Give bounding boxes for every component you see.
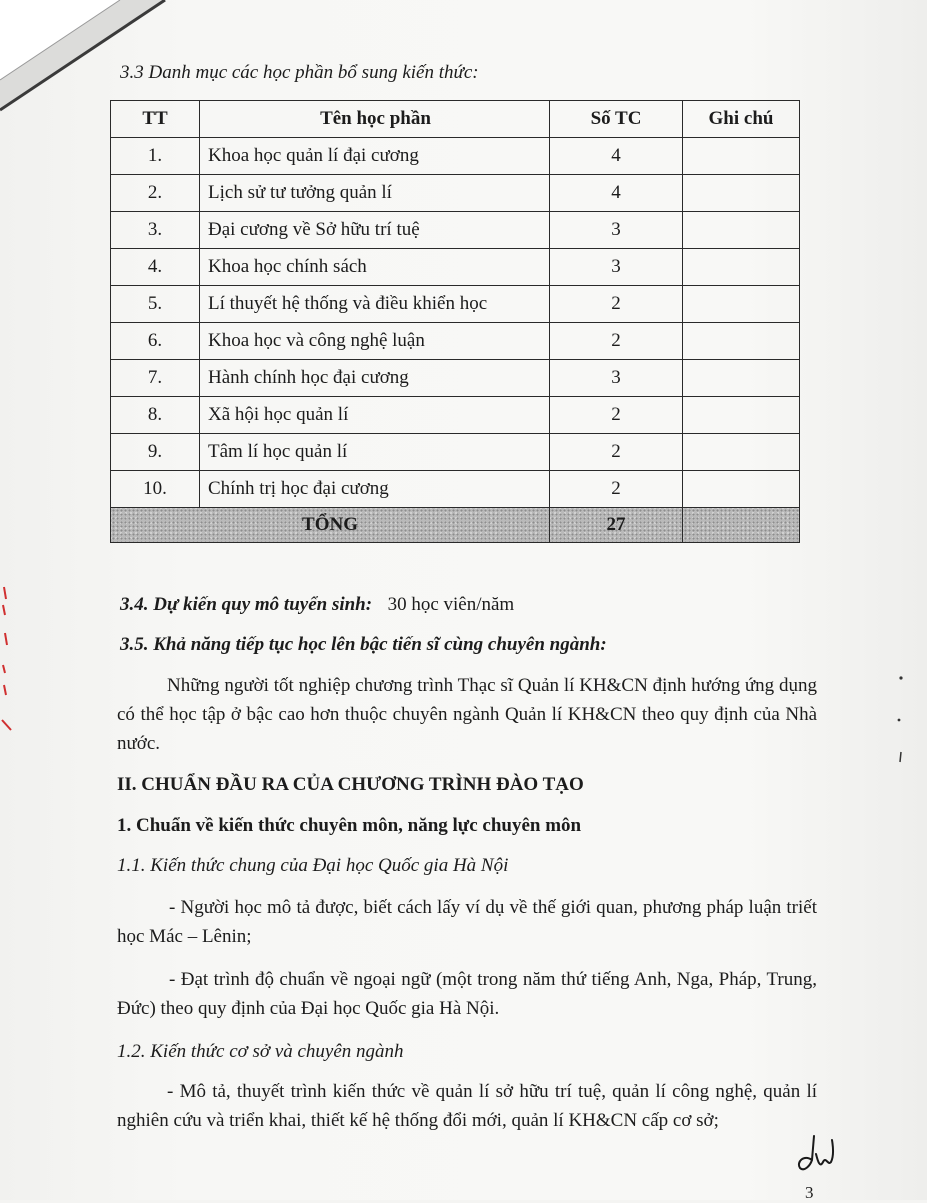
header-tt: TT [111, 101, 200, 138]
row-credits: 4 [550, 175, 683, 212]
section-3-4-value: 30 học viên/năm [387, 594, 515, 615]
row-note [683, 360, 800, 397]
scan-dots [895, 670, 907, 770]
row-tt: 6. [111, 323, 200, 360]
section-1-1-bullet-1: - Người học mô tả được, biết cách lấy ví dụ về thế giới quan, phương pháp luận triết học Mác – Lênin; [117, 897, 817, 947]
table-row [111, 434, 800, 471]
row-course-name: Khoa học chính sách [200, 249, 550, 286]
row-course-name: Khoa học và công nghệ luận [200, 323, 550, 360]
row-tt: 2. [111, 175, 200, 212]
handwritten-initials-signature [790, 1132, 840, 1174]
row-credits: 2 [550, 397, 683, 434]
row-note [683, 434, 800, 471]
row-tt: 8. [111, 397, 200, 434]
section-1-1-bullet-2: - Đạt trình độ chuẩn về ngoại ngữ (một trong năm thứ tiếng Anh, Nga, Pháp, Trung, Đức) theo quy định của Đại học Quốc gia Hà Nội. [117, 969, 817, 1019]
row-course-name: Hành chính học đại cương [200, 360, 550, 397]
section-II-title: II. CHUẨN ĐẦU RA CỦA CHƯƠNG TRÌNH ĐÀO TẠO [117, 774, 584, 795]
row-course-name: Tâm lí học quản lí [200, 434, 550, 471]
table-row [111, 175, 800, 212]
row-note [683, 212, 800, 249]
section-1-2-title: 1.2. Kiến thức cơ sở và chuyên ngành [117, 1041, 404, 1062]
table-row [111, 323, 800, 360]
total-note [683, 508, 800, 543]
row-note [683, 138, 800, 175]
row-tt: 10. [111, 471, 200, 508]
table-row [111, 249, 800, 286]
row-credits: 2 [550, 471, 683, 508]
section-3-5-title: 3.5. Khả năng tiếp tục học lên bậc tiến sĩ cùng chuyên ngành: [120, 634, 607, 655]
total-label: TỔNG [111, 508, 550, 543]
page-number: 3 [805, 1183, 814, 1202]
course-table [110, 100, 800, 543]
header-credits: Số TC [550, 101, 683, 138]
row-course-name: Khoa học quản lí đại cương [200, 138, 550, 175]
table-row [111, 360, 800, 397]
section-1-1-title: 1.1. Kiến thức chung của Đại học Quốc gia Hà Nội [117, 855, 509, 876]
row-tt: 4. [111, 249, 200, 286]
row-credits: 3 [550, 360, 683, 397]
row-credits: 2 [550, 323, 683, 360]
row-note [683, 286, 800, 323]
row-note [683, 397, 800, 434]
header-note: Ghi chú [683, 101, 800, 138]
row-note [683, 249, 800, 286]
row-course-name: Lí thuyết hệ thống và điều khiển học [200, 286, 550, 323]
row-tt: 5. [111, 286, 200, 323]
section-1-2-bullet-1: - Mô tả, thuyết trình kiến thức về quản lí sở hữu trí tuệ, quản lí công nghệ, quản lí nghiên cứu và triển khai, thiết kế hệ thống đổi mới, quản lí KH&CN cấp cơ sở; [117, 1081, 817, 1131]
row-tt: 7. [111, 360, 200, 397]
section-3-4 [120, 594, 514, 616]
row-course-name: Chính trị học đại cương [200, 471, 550, 508]
row-note [683, 471, 800, 508]
row-course-name: Đại cương về Sở hữu trí tuệ [200, 212, 550, 249]
row-tt: 3. [111, 212, 200, 249]
table-row [111, 286, 800, 323]
row-course-name: Xã hội học quản lí [200, 397, 550, 434]
row-note [683, 323, 800, 360]
section-3-5-paragraph: Những người tốt nghiệp chương trình Thạc sĩ Quản lí KH&CN định hướng ứng dụng có thể học tập ở bậc cao hơn thuộc chuyên ngành Quản lí KH&CN theo quy định của Nhà nước. [117, 675, 817, 754]
table-row [111, 471, 800, 508]
table-total-row [111, 508, 800, 543]
table-header-row [111, 101, 800, 138]
table-row [111, 138, 800, 175]
row-credits: 3 [550, 249, 683, 286]
row-note [683, 175, 800, 212]
row-credits: 2 [550, 286, 683, 323]
row-credits: 3 [550, 212, 683, 249]
header-course-name: Tên học phần [200, 101, 550, 138]
table-row [111, 397, 800, 434]
total-credits: 27 [550, 508, 683, 543]
section-1-title: 1. Chuẩn về kiến thức chuyên môn, năng lực chuyên môn [117, 815, 582, 836]
row-tt: 9. [111, 434, 200, 471]
row-credits: 2 [550, 434, 683, 471]
row-course-name: Lịch sử tư tưởng quản lí [200, 175, 550, 212]
section-3-4-label: 3.4. Dự kiến quy mô tuyển sinh: [120, 594, 373, 615]
table-row [111, 212, 800, 249]
red-stamp-marks [0, 585, 14, 735]
section-3-3-title: 3.3 Danh mục các học phần bổ sung kiến thức: [120, 62, 479, 83]
row-tt: 1. [111, 138, 200, 175]
row-credits: 4 [550, 138, 683, 175]
